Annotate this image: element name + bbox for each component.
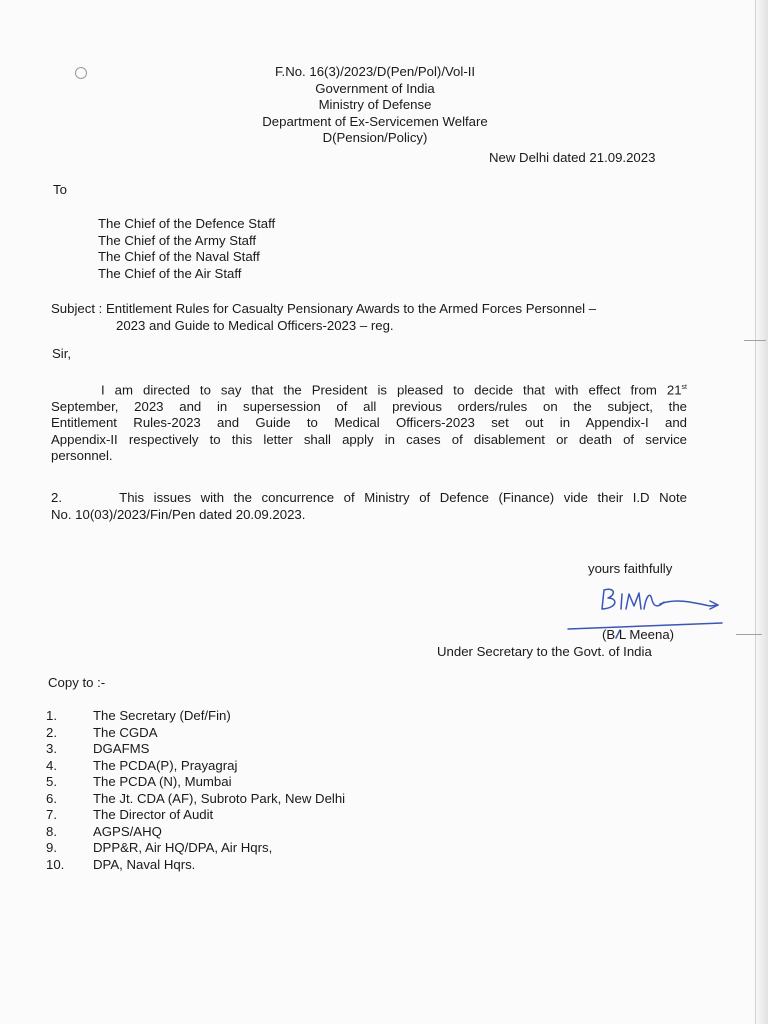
item-text: The Director of Audit	[93, 807, 214, 822]
paragraph-line: No. 10(03)/2023/Fin/Pen dated 20.09.2023.	[51, 506, 306, 522]
body-paragraph-2	[51, 490, 687, 523]
list-item	[46, 807, 345, 824]
item-number: 2.	[46, 724, 57, 740]
list-item	[46, 824, 345, 841]
item-text: The PCDA(P), Prayagraj	[93, 757, 238, 773]
margin-mark	[744, 340, 766, 341]
item-text: DGAFMS	[93, 741, 150, 756]
item-text: The Jt. CDA (AF), Subroto Park, New Delhi	[93, 790, 346, 806]
item-number: 5.	[46, 774, 57, 789]
department-name: Department of Ex-Servicemen Welfare	[262, 113, 488, 129]
copy-to-label: Copy to :-	[48, 675, 106, 690]
subject-line: Subject : Entitlement Rules for Casualty Pensionary Awards to the Armed Forces Personnel –	[51, 301, 597, 316]
item-number: 7.	[46, 807, 57, 822]
item-number: 9.	[46, 840, 57, 855]
subject-line-continued: 2023 and Guide to Medical Officers-2023 – reg.	[116, 318, 394, 333]
item-number: 1.	[46, 708, 57, 723]
list-item	[46, 774, 345, 791]
item-number: 3.	[46, 741, 57, 756]
place-and-date: New Delhi dated 21.09.2023	[489, 150, 656, 165]
to-label: To	[53, 182, 67, 197]
list-item	[46, 708, 345, 725]
addressee: The Chief of the Army Staff	[98, 232, 257, 248]
addressee: The Chief of the Air Staff	[98, 265, 242, 281]
division-name: D(Pension/Policy)	[322, 130, 428, 145]
addressee-list	[98, 216, 275, 282]
signatory-designation: Under Secretary to the Govt. of India	[437, 644, 652, 659]
list-item	[46, 741, 345, 758]
paragraph-line: 2. This issues with the concurrence of Ministry of Defence (Finance) vide their I.D Note	[51, 490, 687, 505]
paragraph-line: Entitlement Rules-2023 and Guide to Medical Officers-2023 set out in Appendix-I and	[51, 415, 687, 431]
file-number: F.No. 16(3)/2023/D(Pen/Pol)/Vol-II	[274, 64, 476, 79]
paragraph-line: Appendix-II respectively to this letter shall apply in cases of disablement or death of service	[51, 431, 687, 447]
item-number: 8.	[46, 823, 57, 839]
ordinal-suffix: st	[681, 384, 687, 391]
copy-list	[46, 708, 345, 873]
item-text: The Secretary (Def/Fin)	[93, 708, 231, 723]
signatory-name: (B L Meena)	[602, 627, 675, 642]
list-item	[46, 857, 345, 874]
closing-phrase: yours faithfully	[588, 561, 673, 576]
punch-hole-mark	[75, 67, 87, 79]
list-item	[46, 791, 345, 808]
addressee: The Chief of the Defence Staff	[98, 216, 276, 231]
item-number: 10.	[46, 856, 65, 872]
page-edge-line	[755, 0, 756, 1024]
addressee: The Chief of the Naval Staff	[98, 249, 260, 264]
paragraph-line: September, 2023 and in supersession of all previous orders/rules on the subject, the	[51, 398, 687, 414]
item-text: The CGDA	[93, 724, 158, 740]
salutation: Sir,	[52, 346, 72, 361]
item-text: AGPS/AHQ	[93, 823, 162, 839]
list-item	[46, 840, 345, 857]
body-paragraph-1	[51, 380, 687, 465]
item-text: DPP&R, Air HQ/DPA, Air Hqrs,	[93, 840, 273, 855]
government-name: Government of India	[315, 80, 435, 96]
item-number: 4.	[46, 757, 57, 773]
paragraph-line: I am directed to say that the President is pleased to decide that with effect from 21st	[101, 382, 687, 398]
list-item	[46, 725, 345, 742]
item-text: DPA, Naval Hqrs.	[93, 856, 196, 872]
item-number: 6.	[46, 790, 57, 806]
ministry-name: Ministry of Defense	[318, 97, 432, 112]
item-text: The PCDA (N), Mumbai	[93, 774, 232, 789]
paragraph-line: personnel.	[51, 448, 113, 464]
letter-header	[200, 64, 550, 147]
page-edge-shadow	[754, 0, 768, 1024]
list-item	[46, 758, 345, 775]
